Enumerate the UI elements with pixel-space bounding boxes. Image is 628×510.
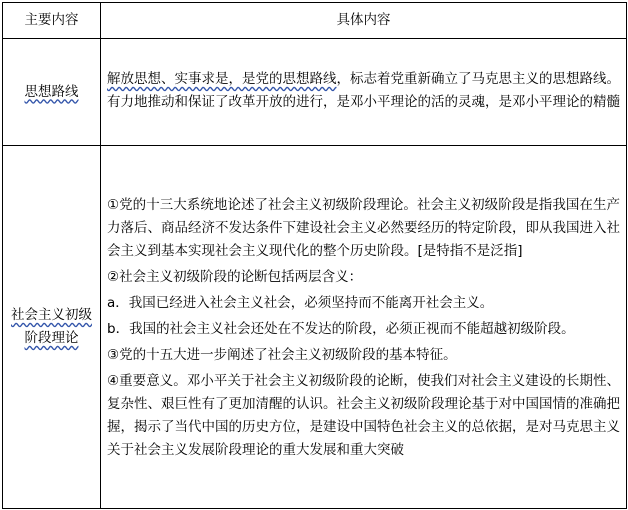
content-paragraph: b．我国的社会主义社会还处在不发达的阶段，必须正视而不能超越初级阶段。 — [107, 321, 575, 337]
content-lead-text: 解放思想、实事求是，是党的思想路线 — [107, 71, 337, 87]
row-content-cell — [101, 146, 627, 509]
header-main-content: 主要内容 — [3, 3, 101, 39]
row-category-label-line1: 社会主义初级 — [11, 307, 92, 323]
content-paragraph: ①党的十三大系统地论述了社会主义初级阶段理论。社会主义初级阶段是指我国在生产力落后、商品经济不发达条件下建设社会主义必然要经历的特定阶段，即从我国进入社会主义到基本实现社会主义现代化的整个历史阶段。[是特指不是泛指] — [107, 197, 620, 259]
row-category-label-line2: 阶段理论 — [24, 330, 79, 346]
row-category-cell — [3, 146, 101, 509]
table-row — [3, 146, 627, 509]
table-row — [3, 39, 627, 146]
content-text: ，标志着党重新确立了马克思主义的思想路线。有力地推动和保证了改革开放的进行，是邓小平理论的活的灵魂，是邓小平理论的精髓 — [107, 71, 620, 110]
content-paragraph: ③党的十五大进一步阐述了社会主义初级阶段的基本特征。 — [107, 347, 457, 363]
content-paragraph: ②社会主义初级阶段的论断包括两层含义： — [107, 269, 363, 285]
content-table — [2, 2, 627, 509]
content-paragraph: a．我国已经进入社会主义社会，必须坚持而不能离开社会主义。 — [107, 295, 494, 311]
row-category-label: 思想路线 — [24, 83, 79, 100]
row-content-cell — [101, 39, 627, 146]
content-paragraph: ④重要意义。邓小平关于社会主义初级阶段的论断，使我们对社会主义建设的长期性、复杂性、艰巨性有了更加清醒的认识。社会主义初级阶段理论基于对中国国情的准确把握，揭示了当代中国的历史方位，是建设中国特色社会主义的总依据，是对马克思主义关于社会主义发展阶段理论的重大发展和重大突破 — [107, 373, 620, 458]
table-header-row — [3, 3, 627, 39]
row-category-cell — [3, 39, 101, 146]
header-specific-content: 具体内容 — [101, 3, 627, 39]
